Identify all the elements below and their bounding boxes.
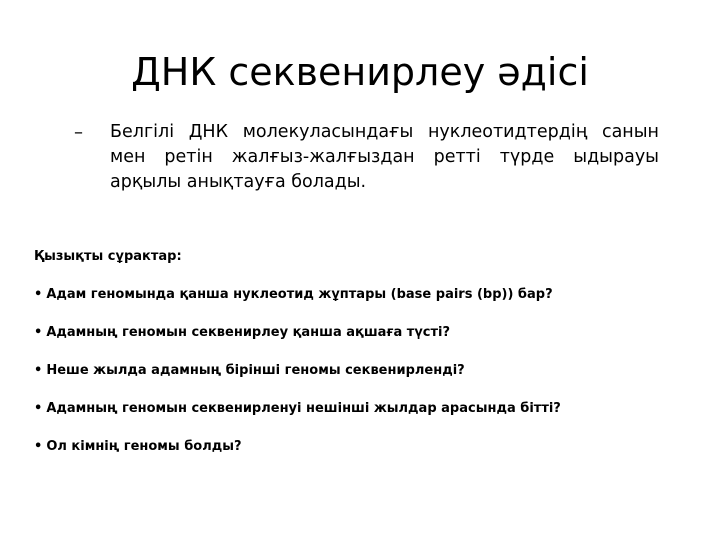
- bullet-icon: •: [34, 287, 43, 302]
- question-item: [34, 439, 684, 455]
- question-item: [34, 287, 684, 303]
- bullet-icon: •: [34, 401, 43, 416]
- questions-block: [34, 249, 684, 477]
- dash-bullet: –: [74, 122, 83, 143]
- intro-text: Белгілі ДНК молекуласындағы нуклеотидтердің санын мен ретін жалғыз-жалғыздан ретті түрде ыдырауы арқылы анықтауға болады.: [110, 122, 659, 192]
- question-item: [34, 363, 684, 379]
- bullet-icon: •: [34, 325, 43, 340]
- question-item: [34, 401, 684, 417]
- intro-paragraph: [74, 120, 659, 195]
- question-text: Адамның геномын секвенирлеу қанша ақшаға түсті?: [46, 325, 451, 340]
- question-text: Адам геномында қанша нуклеотид жұптары (base pairs (bp)) бар?: [46, 287, 553, 302]
- questions-heading: Қызықты сұрактар:: [34, 249, 182, 264]
- bullet-icon: •: [34, 439, 43, 454]
- question-item: [34, 325, 684, 341]
- question-text: Адамның геномын секвенирленуі нешінші жылдар арасында бітті?: [46, 401, 561, 416]
- question-text: Неше жылда адамның бірінші геномы секвенирленді?: [46, 363, 465, 378]
- slide-title: ДНК секвенирлеу әдісі: [131, 50, 589, 94]
- question-text: Ол кімнің геномы болды?: [46, 439, 242, 454]
- bullet-icon: •: [34, 363, 43, 378]
